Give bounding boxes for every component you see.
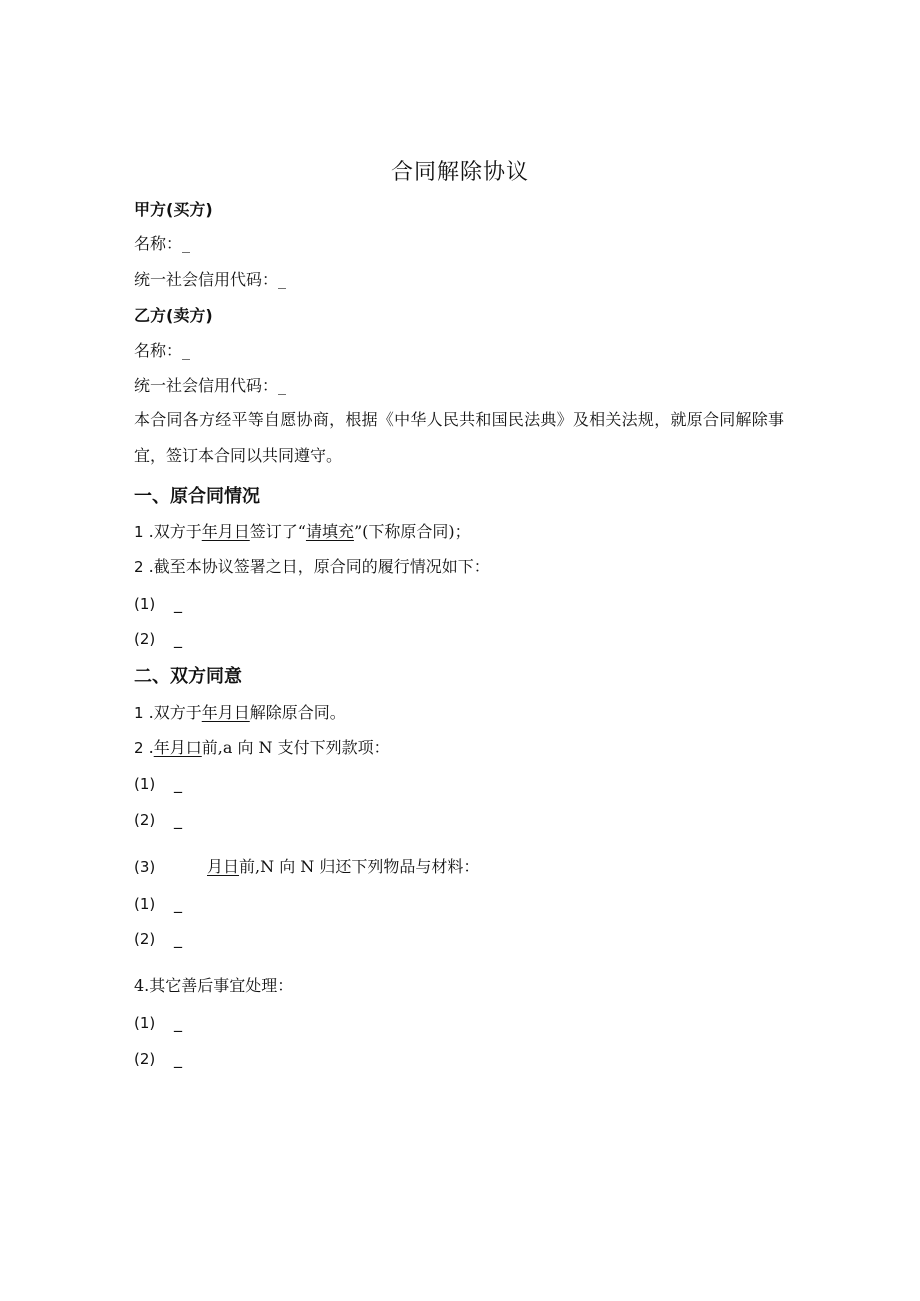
item-suffix: 前,a 向 N 支付下列款项： (201, 738, 390, 757)
sub-item-label: (1) (134, 895, 156, 913)
section-1-item-1 (134, 522, 471, 542)
sub-item-blank: _ (174, 774, 182, 793)
section-2-item-2 (134, 738, 390, 758)
intro-paragraph: 本合同各方经平等自愿协商，根据《中华人民共和国民法典》及相关法规，就原合同解除事宜，签订本合同以共同遵守。 (134, 410, 784, 465)
item-number: 2 (134, 558, 144, 576)
item-number: 2 (134, 739, 144, 757)
section-2-item-2-sub-2 (134, 810, 182, 830)
party-a-heading: 甲方(买方) (134, 200, 213, 219)
party-b-heading: 乙方(卖方) (134, 306, 213, 325)
item-suffix: ”(下称原合同)； (353, 522, 471, 541)
section-2-item-4-sub-1 (134, 1013, 182, 1033)
party-a-credit-code-label: 统一社会信用代码：_ (134, 270, 287, 289)
section-2-item-4-sub-2 (134, 1049, 182, 1069)
section-1-item-2 (134, 557, 490, 577)
item-prefix: .双方于 (148, 522, 202, 541)
fill-in-blank: 请填充 (305, 522, 354, 541)
sub-item-label: (2) (134, 1050, 156, 1068)
sub-item-blank: _ (174, 894, 182, 913)
item-number: 1 (134, 523, 144, 541)
section-2-item-2-sub-1 (134, 774, 182, 794)
section-2-item-1 (134, 703, 346, 723)
section-2-item-3-sub-2 (134, 929, 182, 949)
sub-item-label: (1) (134, 595, 156, 613)
party-a-name-label: 名称：_ (134, 234, 191, 253)
date-blank: 年月日 (201, 703, 250, 722)
item-number: 1 (134, 704, 144, 722)
sub-item-blank: _ (174, 1013, 182, 1032)
section-2-item-3-sub-1 (134, 894, 182, 914)
section-1-heading: 一、原合同情况 (134, 486, 260, 507)
section-2-heading: 二、双方同意 (134, 666, 242, 687)
section-2-item-4: 4.其它善后事宜处理： (134, 976, 294, 995)
party-b-name-label: 名称：_ (134, 341, 191, 360)
date-blank: 月日 (207, 857, 240, 876)
sub-item-label: (2) (134, 811, 156, 829)
item-prefix: .双方于 (148, 703, 202, 722)
item-suffix: 前,N 向 N 归还下列物品与材料： (239, 857, 480, 876)
section-2-item-3 (134, 857, 479, 877)
sub-item-blank: _ (174, 929, 182, 948)
party-b-credit-code-label: 统一社会信用代码：_ (134, 376, 287, 395)
item-text: .截至本协议签署之日，原合同的履行情况如下： (148, 557, 490, 576)
document-title: 合同解除协议 (390, 160, 529, 185)
sub-item-label: (2) (134, 630, 156, 648)
sub-item-blank: _ (174, 594, 182, 613)
date-blank: 年月日 (201, 522, 250, 541)
item-prefix: . (148, 738, 154, 757)
sub-item-blank: _ (174, 810, 182, 829)
sub-item-blank: _ (174, 629, 182, 648)
item-mid: 签订了“ (249, 522, 306, 541)
date-blank: 年月口 (153, 738, 202, 757)
sub-item-blank: _ (174, 1049, 182, 1068)
sub-item-label: (2) (134, 930, 156, 948)
section-1-sub-item-1 (134, 594, 182, 614)
section-1-sub-item-2 (134, 629, 182, 649)
sub-item-label: (1) (134, 1014, 156, 1032)
sub-item-label: (1) (134, 775, 156, 793)
item-suffix: 解除原合同。 (249, 703, 346, 722)
sub-item-label: (3) (134, 858, 156, 876)
